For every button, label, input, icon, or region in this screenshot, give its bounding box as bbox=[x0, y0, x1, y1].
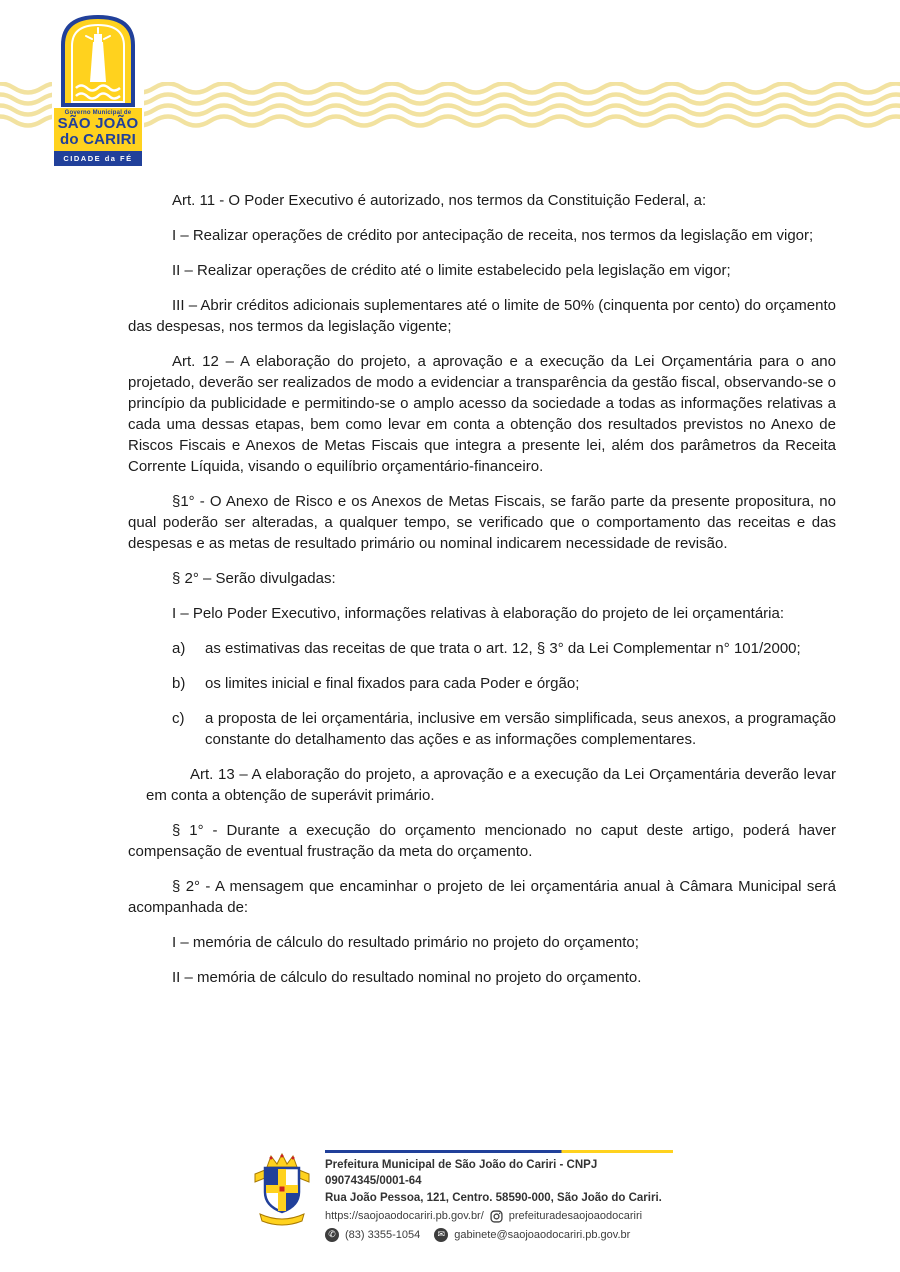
paragraph-inciso-ii: II – Realizar operações de crédito até o limite estabelecido pela legislação em vigor; bbox=[172, 262, 731, 279]
paragraph-inciso-i: I – Realizar operações de crédito por antecipação de receita, nos termos da legislação em vigor; bbox=[172, 227, 814, 244]
footer-address-line: Rua João Pessoa, 121, Centro. 58590-000, São João do Cariri. bbox=[325, 1191, 662, 1204]
footer-contact-block bbox=[325, 1150, 673, 1243]
paragraph-art12-par1: §1° - O Anexo de Risco e os Anexos de Metas Fiscais, se farão parte da presente propositura, no qual poderão ser alteradas, a qualquer tempo, se verificado que o comportamento das receitas e das despesas e as metas de resultado primário ou nominal indicarem necessidade de revisão. bbox=[128, 493, 836, 552]
list-item-text: as estimativas das receitas de que trata o art. 12, § 3° da Lei Complementar n° 101/2000; bbox=[205, 640, 801, 657]
list-item-c bbox=[128, 708, 836, 750]
paragraph-art13-par1: § 1° - Durante a execução do orçamento mencionado no caput deste artigo, poderá haver compensação de eventual frustração da meta do orçamento. bbox=[128, 822, 836, 860]
logo-city-line1: SÃO JOÃO bbox=[57, 115, 139, 133]
list-item-text: os limites inicial e final fixados para cada Poder e órgão; bbox=[205, 675, 580, 692]
lighthouse-shield-icon bbox=[56, 12, 140, 108]
list-marker: c) bbox=[172, 710, 185, 727]
coat-of-arms-icon bbox=[252, 1152, 312, 1228]
paragraph-art13-par2: § 2° - A mensagem que encaminhar o projeto de lei orçamentária anual à Câmara Municipal será acompanhada de: bbox=[128, 878, 836, 916]
paragraph-memoria-ii: II – memória de cálculo do resultado nominal no projeto do orçamento. bbox=[172, 969, 642, 986]
logo-tagline: CIDADE da FÉ bbox=[54, 151, 142, 166]
paragraph-art13: Art. 13 – A elaboração do projeto, a aprovação e a execução da Lei Orçamentária deverão levar em conta a obtenção de superávit primário. bbox=[146, 766, 836, 804]
footer bbox=[0, 1148, 900, 1241]
phone-icon: ✆ bbox=[325, 1228, 339, 1242]
list-item-a bbox=[128, 638, 836, 659]
paragraph-inciso-iii: III – Abrir créditos adicionais suplementares até o limite de 50% (cinquenta por cento) do orçamento das despesas, nos termos da legislação vigente; bbox=[128, 297, 836, 335]
footer-phone: (83) 3355-1054 bbox=[345, 1228, 421, 1241]
municipal-logo bbox=[52, 12, 144, 166]
list-item-text: a proposta de lei orçamentária, inclusive em versão simplificada, seus anexos, a programação constante do detalhamento das ações e as informações complementares. bbox=[205, 710, 836, 748]
logo-gov-label: Governo Municipal de bbox=[64, 110, 132, 116]
instagram-icon bbox=[490, 1210, 503, 1223]
document-body bbox=[128, 190, 836, 1002]
footer-org-line: Prefeitura Municipal de São João do Cariri - CNPJ 09074345/0001-64 bbox=[325, 1158, 598, 1187]
footer-instagram-handle: prefeituradesaojoaodocariri bbox=[508, 1210, 643, 1222]
list-item-b bbox=[128, 673, 836, 694]
footer-email: gabinete@saojoaodocariri.pb.gov.br bbox=[454, 1228, 631, 1241]
logo-text-block bbox=[54, 108, 142, 151]
email-icon: ✉ bbox=[434, 1228, 448, 1242]
paragraph-exec-info: I – Pelo Poder Executivo, informações relativas à elaboração do projeto de lei orçamentária: bbox=[172, 605, 785, 622]
list-marker: b) bbox=[172, 675, 186, 692]
paragraph-memoria-i: I – memória de cálculo do resultado primário no projeto do orçamento; bbox=[172, 934, 639, 951]
footer-divider bbox=[325, 1150, 673, 1153]
paragraph-art12-par2: § 2° – Serão divulgadas: bbox=[172, 570, 336, 587]
logo-city-line2: do CARIRI bbox=[60, 131, 136, 149]
paragraph-art11: Art. 11 - O Poder Executivo é autorizado, nos termos da Constituição Federal, a: bbox=[172, 192, 707, 209]
list-marker: a) bbox=[172, 640, 186, 657]
footer-website-link: https://saojoaodocariri.pb.gov.br/ bbox=[325, 1210, 484, 1222]
paragraph-art12: Art. 12 – A elaboração do projeto, a aprovação e a execução da Lei Orçamentária para o ano projetado, deverão ser realizados de modo a evidenciar a transparência da gestão fiscal, observando-se o princípio da publicidade e permitindo-se o amplo acesso da sociedade a todas as informações relativas a cada uma dessas etapas, bem como levar em conta a obtenção dos resultados previstos no Anexo de Riscos Fiscais e Anexos de Metas Fiscais que integra a presente lei, além dos parâmetros da Receita Corrente Líquida, visando o equilíbrio orçamentário-financeiro. bbox=[128, 353, 836, 475]
